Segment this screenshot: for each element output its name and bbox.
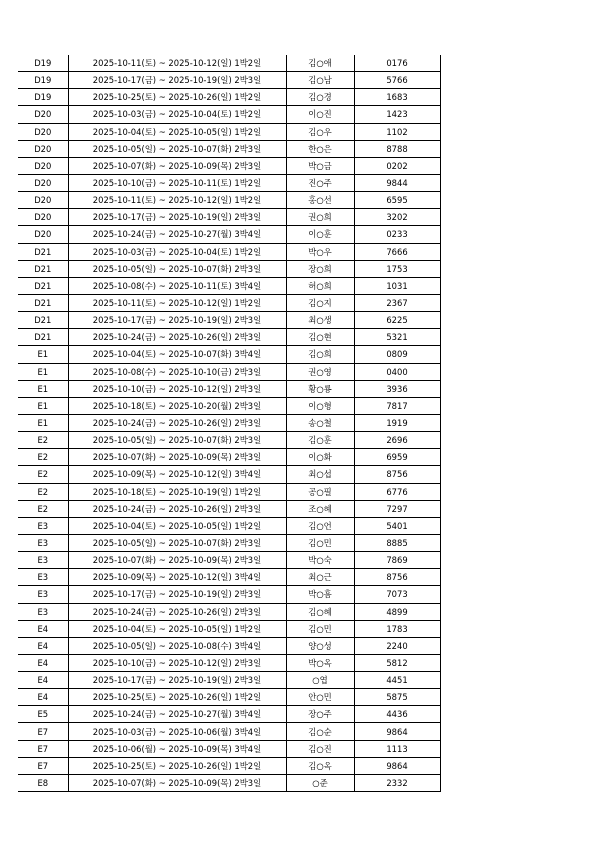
- site-cell: E2: [18, 449, 68, 466]
- code-cell: 4451: [354, 672, 440, 689]
- period-cell: 2025-10-17(금) ~ 2025-10-19(일) 2박3일: [68, 586, 286, 603]
- code-cell: 6959: [354, 449, 440, 466]
- site-cell: E2: [18, 432, 68, 449]
- guest-name-cell: 황○룡: [286, 380, 354, 397]
- code-cell: 5401: [354, 517, 440, 534]
- site-cell: D21: [18, 329, 68, 346]
- guest-name-cell: ○엽: [286, 672, 354, 689]
- code-cell: 1683: [354, 89, 440, 106]
- site-cell: E7: [18, 723, 68, 740]
- table-row: [18, 174, 440, 191]
- code-cell: 1102: [354, 123, 440, 140]
- table-row: [18, 757, 440, 774]
- period-cell: 2025-10-04(토) ~ 2025-10-07(화) 3박4일: [68, 346, 286, 363]
- code-cell: 0400: [354, 363, 440, 380]
- guest-name-cell: 박○금: [286, 157, 354, 174]
- period-cell: 2025-10-05(일) ~ 2025-10-07(화) 2박3일: [68, 260, 286, 277]
- reservation-table: [18, 55, 441, 792]
- site-cell: E1: [18, 397, 68, 414]
- guest-name-cell: 김○민: [286, 534, 354, 551]
- period-cell: 2025-10-17(금) ~ 2025-10-19(일) 2박3일: [68, 672, 286, 689]
- site-cell: E1: [18, 346, 68, 363]
- period-cell: 2025-10-24(금) ~ 2025-10-26(일) 2박3일: [68, 500, 286, 517]
- site-cell: D21: [18, 312, 68, 329]
- site-cell: D20: [18, 209, 68, 226]
- site-cell: D19: [18, 72, 68, 89]
- period-cell: 2025-10-08(수) ~ 2025-10-11(토) 3박4일: [68, 277, 286, 294]
- period-cell: 2025-10-17(금) ~ 2025-10-19(일) 2박3일: [68, 312, 286, 329]
- guest-name-cell: 김○희: [286, 346, 354, 363]
- table-row: [18, 294, 440, 311]
- period-cell: 2025-10-04(토) ~ 2025-10-05(일) 1박2일: [68, 620, 286, 637]
- table-row: [18, 534, 440, 551]
- table-row: [18, 277, 440, 294]
- code-cell: 7869: [354, 552, 440, 569]
- period-cell: 2025-10-24(금) ~ 2025-10-27(월) 3박4일: [68, 706, 286, 723]
- period-cell: 2025-10-05(일) ~ 2025-10-07(화) 2박3일: [68, 534, 286, 551]
- guest-name-cell: 김○진: [286, 740, 354, 757]
- guest-name-cell: 김○순: [286, 723, 354, 740]
- code-cell: 6595: [354, 192, 440, 209]
- period-cell: 2025-10-07(화) ~ 2025-10-09(목) 2박3일: [68, 449, 286, 466]
- site-cell: D20: [18, 157, 68, 174]
- period-cell: 2025-10-05(일) ~ 2025-10-07(화) 2박3일: [68, 140, 286, 157]
- site-cell: D21: [18, 294, 68, 311]
- period-cell: 2025-10-03(금) ~ 2025-10-06(월) 3박4일: [68, 723, 286, 740]
- period-cell: 2025-10-09(목) ~ 2025-10-12(일) 3박4일: [68, 466, 286, 483]
- guest-name-cell: 최○생: [286, 312, 354, 329]
- code-cell: 5766: [354, 72, 440, 89]
- site-cell: E1: [18, 414, 68, 431]
- table-row: [18, 380, 440, 397]
- code-cell: 5812: [354, 654, 440, 671]
- guest-name-cell: 이○진: [286, 106, 354, 123]
- site-cell: D19: [18, 89, 68, 106]
- period-cell: 2025-10-06(월) ~ 2025-10-09(목) 3박4일: [68, 740, 286, 757]
- code-cell: 9864: [354, 723, 440, 740]
- table-row: [18, 706, 440, 723]
- site-cell: E3: [18, 569, 68, 586]
- table-row: [18, 740, 440, 757]
- code-cell: 8756: [354, 466, 440, 483]
- table-row: [18, 414, 440, 431]
- table-row: [18, 363, 440, 380]
- code-cell: 7297: [354, 500, 440, 517]
- guest-name-cell: 박○우: [286, 243, 354, 260]
- period-cell: 2025-10-03(금) ~ 2025-10-04(토) 1박2일: [68, 106, 286, 123]
- period-cell: 2025-10-05(일) ~ 2025-10-07(화) 2박3일: [68, 432, 286, 449]
- period-cell: 2025-10-18(토) ~ 2025-10-19(일) 1박2일: [68, 483, 286, 500]
- period-cell: 2025-10-25(토) ~ 2025-10-26(일) 1박2일: [68, 757, 286, 774]
- period-cell: 2025-10-18(토) ~ 2025-10-20(월) 2박3일: [68, 397, 286, 414]
- site-cell: D19: [18, 55, 68, 72]
- code-cell: 5321: [354, 329, 440, 346]
- code-cell: 1031: [354, 277, 440, 294]
- guest-name-cell: ○준: [286, 774, 354, 791]
- period-cell: 2025-10-03(금) ~ 2025-10-04(토) 1박2일: [68, 243, 286, 260]
- table-row: [18, 192, 440, 209]
- guest-name-cell: 송○철: [286, 414, 354, 431]
- table-row: [18, 517, 440, 534]
- site-cell: D20: [18, 174, 68, 191]
- table-row: [18, 123, 440, 140]
- table-row: [18, 329, 440, 346]
- site-cell: E2: [18, 500, 68, 517]
- guest-name-cell: 장○주: [286, 706, 354, 723]
- period-cell: 2025-10-10(금) ~ 2025-10-11(토) 1박2일: [68, 174, 286, 191]
- site-cell: E3: [18, 534, 68, 551]
- guest-name-cell: 공○필: [286, 483, 354, 500]
- site-cell: D21: [18, 243, 68, 260]
- table-row: [18, 483, 440, 500]
- site-cell: E1: [18, 380, 68, 397]
- period-cell: 2025-10-24(금) ~ 2025-10-26(일) 2박3일: [68, 329, 286, 346]
- guest-name-cell: 김○지: [286, 294, 354, 311]
- guest-name-cell: 김○애: [286, 55, 354, 72]
- table-row: [18, 500, 440, 517]
- guest-name-cell: 이○훈: [286, 226, 354, 243]
- site-cell: D20: [18, 140, 68, 157]
- site-cell: E4: [18, 672, 68, 689]
- code-cell: 6225: [354, 312, 440, 329]
- guest-name-cell: 장○희: [286, 260, 354, 277]
- code-cell: 9864: [354, 757, 440, 774]
- table-row: [18, 243, 440, 260]
- site-cell: D21: [18, 260, 68, 277]
- site-cell: E7: [18, 757, 68, 774]
- table-row: [18, 466, 440, 483]
- code-cell: 8788: [354, 140, 440, 157]
- site-cell: E3: [18, 586, 68, 603]
- guest-name-cell: 이○화: [286, 449, 354, 466]
- site-cell: D20: [18, 106, 68, 123]
- table-row: [18, 672, 440, 689]
- period-cell: 2025-10-25(토) ~ 2025-10-26(일) 1박2일: [68, 89, 286, 106]
- table-row: [18, 157, 440, 174]
- code-cell: 0176: [354, 55, 440, 72]
- period-cell: 2025-10-07(화) ~ 2025-10-09(목) 2박3일: [68, 552, 286, 569]
- table-row: [18, 654, 440, 671]
- period-cell: 2025-10-07(화) ~ 2025-10-09(목) 2박3일: [68, 157, 286, 174]
- code-cell: 8756: [354, 569, 440, 586]
- code-cell: 1753: [354, 260, 440, 277]
- guest-name-cell: 진○주: [286, 174, 354, 191]
- code-cell: 1919: [354, 414, 440, 431]
- table-row: [18, 89, 440, 106]
- guest-name-cell: 조○혜: [286, 500, 354, 517]
- period-cell: 2025-10-24(금) ~ 2025-10-26(일) 2박3일: [68, 414, 286, 431]
- period-cell: 2025-10-11(토) ~ 2025-10-12(일) 1박2일: [68, 294, 286, 311]
- period-cell: 2025-10-08(수) ~ 2025-10-10(금) 2박3일: [68, 363, 286, 380]
- code-cell: 4436: [354, 706, 440, 723]
- code-cell: 9844: [354, 174, 440, 191]
- guest-name-cell: 한○은: [286, 140, 354, 157]
- table-row: [18, 689, 440, 706]
- period-cell: 2025-10-10(금) ~ 2025-10-12(일) 2박3일: [68, 654, 286, 671]
- code-cell: 1423: [354, 106, 440, 123]
- guest-name-cell: 박○옥: [286, 654, 354, 671]
- period-cell: 2025-10-09(목) ~ 2025-10-12(일) 3박4일: [68, 569, 286, 586]
- code-cell: 4899: [354, 603, 440, 620]
- table-row: [18, 72, 440, 89]
- guest-name-cell: 박○흠: [286, 586, 354, 603]
- code-cell: 2332: [354, 774, 440, 791]
- code-cell: 6776: [354, 483, 440, 500]
- period-cell: 2025-10-25(토) ~ 2025-10-26(일) 1박2일: [68, 689, 286, 706]
- code-cell: 5875: [354, 689, 440, 706]
- period-cell: 2025-10-10(금) ~ 2025-10-12(일) 2박3일: [68, 380, 286, 397]
- period-cell: 2025-10-11(토) ~ 2025-10-12(일) 1박2일: [68, 55, 286, 72]
- table-row: [18, 106, 440, 123]
- period-cell: 2025-10-04(토) ~ 2025-10-05(일) 1박2일: [68, 123, 286, 140]
- site-cell: E1: [18, 363, 68, 380]
- site-cell: E4: [18, 620, 68, 637]
- code-cell: 7817: [354, 397, 440, 414]
- guest-name-cell: 김○민: [286, 620, 354, 637]
- code-cell: 3936: [354, 380, 440, 397]
- code-cell: 0202: [354, 157, 440, 174]
- site-cell: D20: [18, 192, 68, 209]
- guest-name-cell: 김○남: [286, 72, 354, 89]
- table-row: [18, 620, 440, 637]
- site-cell: D20: [18, 226, 68, 243]
- guest-name-cell: 최○섭: [286, 466, 354, 483]
- period-cell: 2025-10-24(금) ~ 2025-10-27(월) 3박4일: [68, 226, 286, 243]
- guest-name-cell: 안○민: [286, 689, 354, 706]
- table-row: [18, 569, 440, 586]
- code-cell: 3202: [354, 209, 440, 226]
- table-row: [18, 346, 440, 363]
- code-cell: 0233: [354, 226, 440, 243]
- guest-name-cell: 김○현: [286, 329, 354, 346]
- period-cell: 2025-10-05(일) ~ 2025-10-08(수) 3박4일: [68, 637, 286, 654]
- guest-name-cell: 최○근: [286, 569, 354, 586]
- site-cell: D21: [18, 277, 68, 294]
- table-row: [18, 449, 440, 466]
- guest-name-cell: 이○형: [286, 397, 354, 414]
- site-cell: E3: [18, 517, 68, 534]
- site-cell: E3: [18, 603, 68, 620]
- table-row: [18, 397, 440, 414]
- table-row: [18, 637, 440, 654]
- guest-name-cell: 허○희: [286, 277, 354, 294]
- guest-name-cell: 박○숙: [286, 552, 354, 569]
- code-cell: 2696: [354, 432, 440, 449]
- table-row: [18, 226, 440, 243]
- table-row: [18, 432, 440, 449]
- guest-name-cell: 김○우: [286, 123, 354, 140]
- site-cell: E2: [18, 483, 68, 500]
- guest-name-cell: 김○경: [286, 89, 354, 106]
- guest-name-cell: 양○성: [286, 637, 354, 654]
- site-cell: E7: [18, 740, 68, 757]
- site-cell: E4: [18, 637, 68, 654]
- guest-name-cell: 김○훈: [286, 432, 354, 449]
- site-cell: E5: [18, 706, 68, 723]
- site-cell: E3: [18, 552, 68, 569]
- table-row: [18, 55, 440, 72]
- code-cell: 1783: [354, 620, 440, 637]
- table-row: [18, 723, 440, 740]
- table-row: [18, 312, 440, 329]
- period-cell: 2025-10-17(금) ~ 2025-10-19(일) 2박3일: [68, 209, 286, 226]
- code-cell: 0809: [354, 346, 440, 363]
- guest-name-cell: 홍○선: [286, 192, 354, 209]
- code-cell: 2367: [354, 294, 440, 311]
- table-row: [18, 140, 440, 157]
- guest-name-cell: 김○혜: [286, 603, 354, 620]
- guest-name-cell: 김○옥: [286, 757, 354, 774]
- site-cell: E4: [18, 689, 68, 706]
- period-cell: 2025-10-04(토) ~ 2025-10-05(일) 1박2일: [68, 517, 286, 534]
- table-row: [18, 586, 440, 603]
- table-row: [18, 774, 440, 791]
- guest-name-cell: 권○영: [286, 363, 354, 380]
- table-row: [18, 603, 440, 620]
- site-cell: E2: [18, 466, 68, 483]
- code-cell: 7073: [354, 586, 440, 603]
- table-row: [18, 552, 440, 569]
- period-cell: 2025-10-07(화) ~ 2025-10-09(목) 2박3일: [68, 774, 286, 791]
- reservation-table-body: [18, 55, 440, 792]
- period-cell: 2025-10-24(금) ~ 2025-10-26(일) 2박3일: [68, 603, 286, 620]
- code-cell: 2240: [354, 637, 440, 654]
- code-cell: 8885: [354, 534, 440, 551]
- site-cell: E4: [18, 654, 68, 671]
- site-cell: D20: [18, 123, 68, 140]
- guest-name-cell: 김○언: [286, 517, 354, 534]
- period-cell: 2025-10-17(금) ~ 2025-10-19(일) 2박3일: [68, 72, 286, 89]
- code-cell: 1113: [354, 740, 440, 757]
- table-row: [18, 209, 440, 226]
- site-cell: E8: [18, 774, 68, 791]
- code-cell: 7666: [354, 243, 440, 260]
- period-cell: 2025-10-11(토) ~ 2025-10-12(일) 1박2일: [68, 192, 286, 209]
- table-row: [18, 260, 440, 277]
- guest-name-cell: 권○희: [286, 209, 354, 226]
